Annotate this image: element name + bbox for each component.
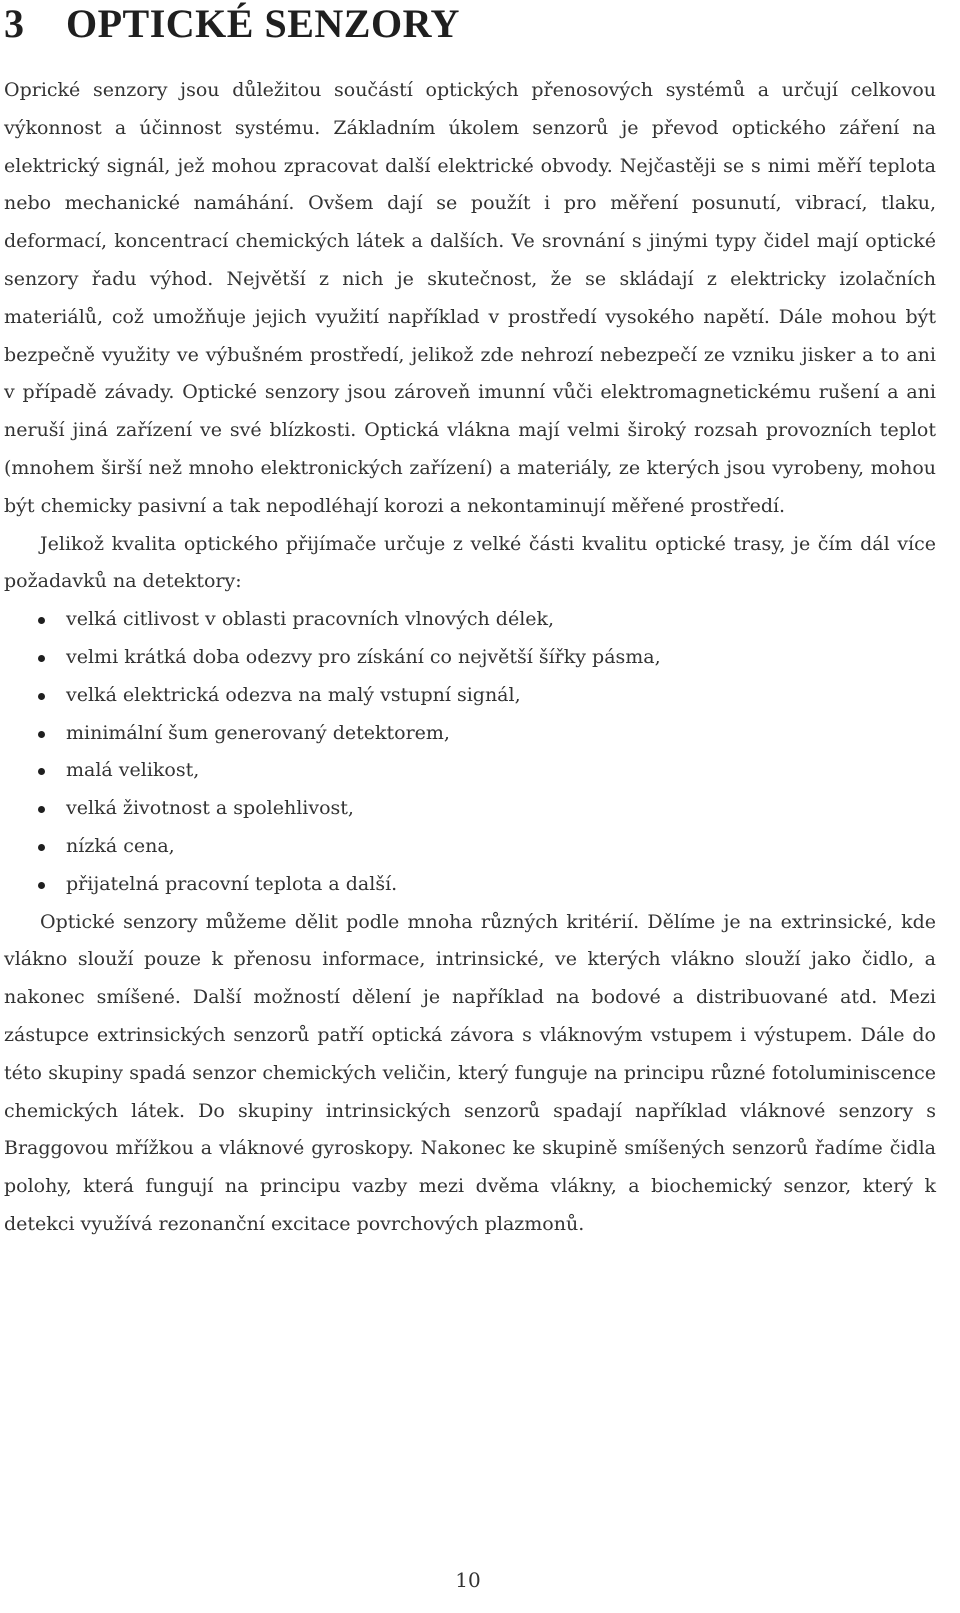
bullet-icon [38,768,45,775]
page-number: 10 [455,1568,481,1592]
paragraph-classification: Optické senzory můžeme dělit podle mnoha různých kritérií. Dělíme je na extrinsické, kde vlákno slouží pouze k přenosu informace, intrinsické, ve kterých vlákno slouží jako čidlo, a nakonec smíšené. Další možností dělení je například na bodové a distribuované atd. Mezi zástupce extrinsických senzorů patří optická závora s vláknovým vstupem i výstupem. Dále do této skupiny spadá senzor chemických veličin, který funguje na principu různé fotoluminiscence chemických látek. Do skupiny intrinsických senzorů spadají například vláknové senzory s Braggovou mřížkou a vláknové gyroskopy. Nakonec ke skupině smíšených senzorů řadíme čidla polohy, která fungují na principu vazby mezi dvěma vlákny, a biochemický senzor, který k detekci využívá rezonanční excitace povrchových plazmonů. [4,910,936,1235]
bullet-icon [38,844,45,851]
list-item: velká elektrická odezva na malý vstupní signál, [4,677,936,715]
list-item: velmi krátká doba odezvy pro získání co největší šířky pásma, [4,639,936,677]
bullet-icon [38,882,45,889]
document-page [4,0,936,1235]
list-item: velká životnost a spolehlivost, [4,790,936,828]
list-item: malá velikost, [4,752,936,790]
chapter-title: OPTICKÉ SENZORY [66,1,460,46]
paragraph-requirements-intro: Jelikož kvalita optického přijímače určuje z velké části kvalitu optické trasy, je čím dál více požadavků na detektory: [4,532,936,593]
chapter-heading [4,0,936,46]
requirements-list [4,601,936,903]
bullet-icon [38,617,45,624]
list-item: minimální šum generovaný detektorem, [4,715,936,753]
list-item: nízká cena, [4,828,936,866]
bullet-icon [38,806,45,813]
paragraph-intro: Oprické senzory jsou důležitou součástí optických přenosových systémů a určují celkovou výkonnost a účinnost systému. Základním úkolem senzorů je převod optického záření na elektrický signál, jež mohou zpracovat další elektrické obvody. Nejčastěji se s nimi měří teplota nebo mechanické namáhání. Ovšem dají se použít i pro měření posunutí, vibrací, tlaku, deformací, koncentrací chemických látek a dalších. Ve srovnání s jinými typy čidel mají optické senzory řadu výhod. Největší z nich je skutečnost, že se skládají z elektricky izolačních materiálů, což umožňuje jejich využití například v prostředí vysokého napětí. Dále mohou být bezpečně využity ve výbušném prostředí, jelikož zde nehrozí nebezpečí ze vzniku jisker a to ani v případě závady. Optické senzory jsou zároveň imunní vůči elektromagnetickému rušení a ani neruší jiná zařízení ve své blízkosti. Optická vlákna mají velmi široký rozsah provozních teplot (mnohem širší než mnoho elektronických zařízení) a materiály, ze kterých jsou vyrobeny, mohou být chemicky pasivní a tak nepodléhají korozi a nekontaminují měřené prostředí. [4,79,936,517]
bullet-icon [38,655,45,662]
chapter-number: 3 [4,1,25,46]
bullet-icon [38,731,45,738]
chapter-body [4,72,936,1244]
list-item: velká citlivost v oblasti pracovních vlnových délek, [4,601,936,639]
bullet-icon [38,693,45,700]
list-item: přijatelná pracovní teplota a další. [4,866,936,904]
